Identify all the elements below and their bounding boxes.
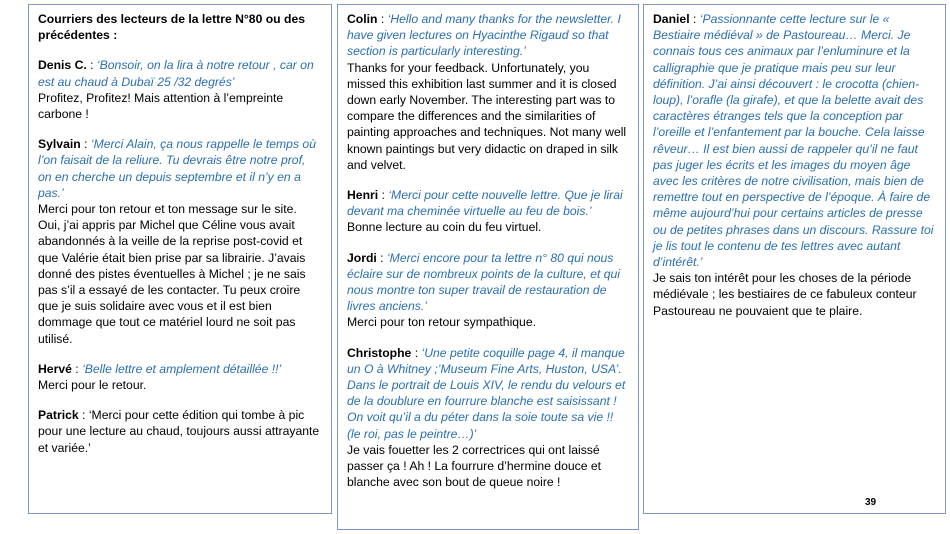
reader-quote: ‘Merci pour cette nouvelle lettre. Que je lirai devant ma cheminée virtuelle au feu de bois.’ — [347, 188, 623, 219]
column-middle — [337, 4, 639, 530]
letter-entry — [347, 187, 629, 236]
name-separator: : — [80, 137, 91, 152]
name-separator: : — [378, 188, 389, 203]
reader-quote: ‘Bonsoir, on la lira à notre retour , car on est au chaud à Dubaï 25 /32 degrés’ — [38, 58, 314, 89]
letter-entry — [347, 11, 629, 173]
reader-name: Hervé — [38, 361, 72, 376]
name-separator: : — [377, 12, 388, 26]
reply-text: Bonne lecture au coin du feu virtuel. — [347, 220, 542, 235]
reader-name: Henri — [347, 188, 379, 203]
reply-text: Merci pour ton retour et ton message sur le site. Oui, j’ai appris par Michel que Céline vous avait abandonnés à la veille de la reprise post-covid et que Valérie était bien prise par sa librairie. J’avais donné des pistes éventuelles à Michel ; je ne sais pas s’il a essayé de les contacter. Tu peux croire que je suis solidaire avec vous et il est bien dommage que tout ce matériel lourd ne soit pas utilisé. — [38, 202, 306, 346]
reader-name: Daniel — [653, 12, 690, 26]
reader-quote: ‘Belle lettre et amplement détaillée !!’ — [82, 361, 282, 376]
page-heading: Courriers des lecteurs de la lettre N°80 ou des précédentes : — [38, 12, 306, 43]
reply-text: Profitez, Profitez! Mais attention à l’empreinte carbone ! — [38, 90, 284, 122]
reader-name: Patrick — [38, 408, 79, 423]
reader-name: Colin — [347, 12, 378, 26]
reader-name: Denis C. — [38, 58, 87, 73]
name-separator: : — [689, 12, 700, 26]
name-separator: : — [376, 250, 387, 265]
name-separator: : — [86, 58, 97, 73]
name-separator: : — [78, 408, 89, 423]
letter-entry — [347, 345, 629, 491]
reader-quote: ‘Une petite coquille page 4, il manque un O à Whitney ;’Museum Fine Arts, Huston, USA’. Dans le portrait de Louis XIV, le rendu du velours et de la doublure en fourrure blanche est saisissant ! On voit qu’il a du péter dans la soie toute sa vie !! (le roi, pas le peintre…)’ — [347, 345, 626, 441]
reply-text: Je vais fouetter les 2 correctrices qui ont laissé passer ça ! Ah ! La fourrure d’hermine douce et blanche avec son bout de queue noire ! — [347, 442, 602, 490]
name-separator: : — [411, 345, 422, 360]
reader-quote: ‘Merci Alain, ça nous rappelle le temps où l’on faisait de la reliure. Tu devrais être notre prof, on en cherche un depuis septembre et il n’y en a pas.’ — [38, 137, 316, 200]
reader-name: Jordi — [347, 250, 377, 265]
reader-quote: ‘Passionnante cette lecture sur le « Bestiaire médiéval » de Pastoureau… Merci. Je connais tous ces animaux par l’enluminure et la calligraphie que je pratique mais peu sur leur définition. J’ai ainsi découvert : le crocotta (chien-loup), l’orafle (la girafe), et que la belette avait des caractères étranges tels que la conception par l’oreille et l’enfantement par la bouche. Cela laisse rêveur… Il est bien aussi de rappeler qu’il ne faut pas juger les écrits et les images du moyen âge avec les critères de notre civilisation, mais bien de remettre tout en perspective de l’époque. À faire de même aujourd’hui pour certains articles de presse ou de petites phrases dans un discours. Rassure toi je lis tout le contenu de tes lettres avec autant d’intérêt.’ — [653, 12, 934, 270]
reader-quote: ‘Hello and many thanks for the newsletter. I have given lectures on Hyacinthe Rigaud so that section is particularly interesting.’ — [347, 12, 621, 59]
reader-quote: ‘Merci encore pour ta lettre n° 80 qui nous éclaire sur de nombreux points de la culture, et qui nous montre ton super travail de restauration de livres anciens.’ — [347, 250, 621, 314]
reply-text: ‘Merci pour cette édition qui tombe à pic pour une lecture au chaud, toujours aussi attrayante et variée.’ — [38, 408, 320, 455]
reply-text: Merci pour le retour. — [38, 378, 147, 393]
reply-text: Merci pour ton retour sympathique. — [347, 315, 536, 330]
letter-entry — [653, 11, 936, 319]
reply-text: Thanks for your feedback. Unfortunately, you missed this exhibition last summer and it is closed down early November. The interesting part was to compare the differences and the similarities of painting approaches and techniques. Not many well known paintings but very didactic on draped in silk and velvet. — [347, 60, 627, 172]
page-number: 39 — [865, 497, 877, 508]
letter-entry — [38, 136, 322, 347]
letter-entry — [38, 407, 322, 456]
reader-name: Sylvain — [38, 137, 81, 152]
letter-entry — [347, 250, 629, 331]
column-right — [643, 4, 946, 514]
reply-text: Je sais ton intérêt pour les choses de la période médiévale ; les bestiaires de ce fabuleux conteur Pastoureau ne pouvaient que te plaire. — [653, 271, 917, 318]
letter-entry — [38, 57, 322, 122]
letter-entry — [38, 361, 322, 393]
name-separator: : — [71, 361, 83, 376]
column-left — [28, 4, 332, 514]
reader-name: Christophe — [347, 345, 412, 360]
